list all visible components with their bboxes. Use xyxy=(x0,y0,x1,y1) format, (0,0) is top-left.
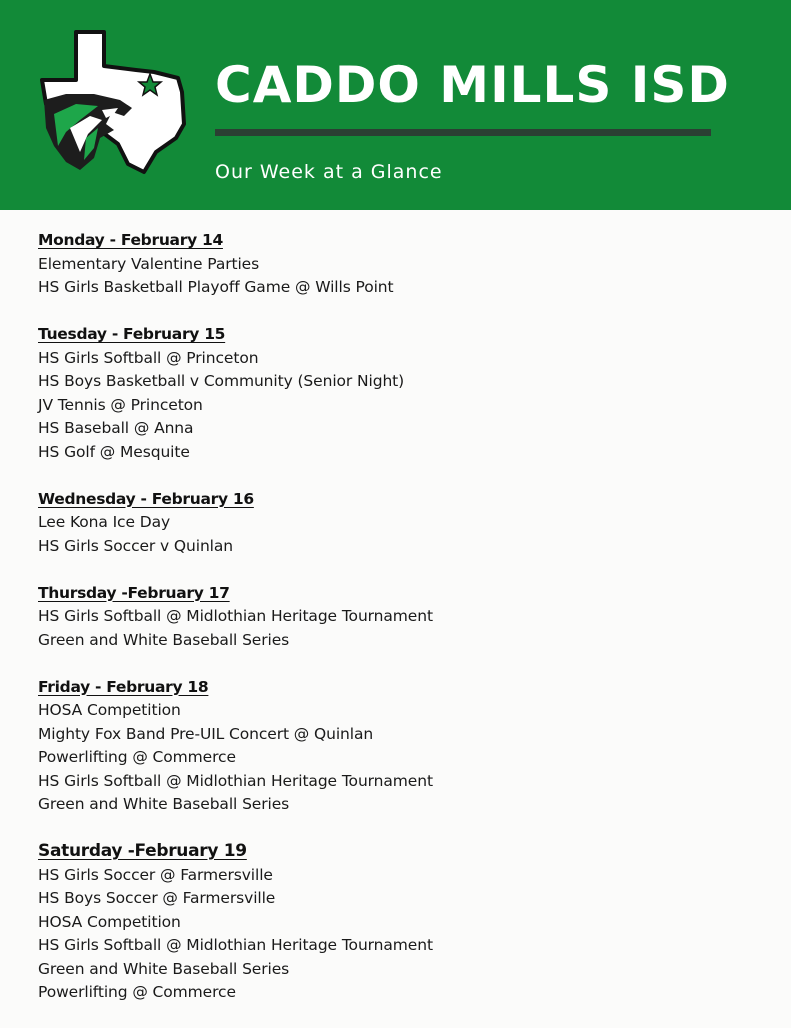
texas-fox-logo-icon xyxy=(36,28,186,178)
event-item: Lee Kona Ice Day xyxy=(38,513,171,531)
event-item: HS Girls Basketball Playoff Game @ Wills Point xyxy=(38,278,394,296)
event-item: Mighty Fox Band Pre-UIL Concert @ Quinlan xyxy=(38,724,374,743)
event-item: Green and White Baseball Series xyxy=(38,959,290,978)
day-heading: Tuesday - February 15 xyxy=(38,325,226,343)
event-item: Green and White Baseball Series xyxy=(38,630,290,649)
day-heading: Wednesday - February 16 xyxy=(38,489,254,508)
event-item: Powerlifting @ Commerce xyxy=(38,748,236,766)
title-divider xyxy=(215,129,711,136)
day-heading: Friday - February 18 xyxy=(38,677,209,696)
day-section xyxy=(38,488,758,559)
event-item: HS Girls Softball @ Midlothian Heritage Tournament xyxy=(38,936,433,954)
page-subtitle: Our Week at a Glance xyxy=(215,161,443,183)
event-item: HS Girls Softball @ Midlothian Heritage Tournament xyxy=(38,771,433,790)
event-item: HOSA Competition xyxy=(38,912,181,931)
event-item: Powerlifting @ Commerce xyxy=(38,983,236,1001)
event-item: HS Girls Softball @ Midlothian Heritage Tournament xyxy=(38,607,433,625)
day-section xyxy=(38,229,758,300)
event-item: HOSA Competition xyxy=(38,701,181,719)
day-section xyxy=(38,676,758,817)
event-item: HS Golf @ Mesquite xyxy=(38,442,190,461)
day-section xyxy=(38,582,758,653)
event-item: Green and White Baseball Series xyxy=(38,795,290,813)
event-item: HS Boys Basketball v Community (Senior Night) xyxy=(38,372,405,390)
event-item: JV Tennis @ Princeton xyxy=(38,395,203,414)
event-item: HS Girls Softball @ Princeton xyxy=(38,348,259,367)
event-item: HS Girls Soccer @ Farmersville xyxy=(38,865,273,884)
day-heading: Saturday -February 19 xyxy=(38,841,247,861)
header-banner xyxy=(0,0,791,210)
event-item: HS Baseball @ Anna xyxy=(38,419,194,437)
page-title: CADDO MILLS ISD xyxy=(215,56,730,114)
day-heading: Thursday -February 17 xyxy=(38,583,230,602)
day-section xyxy=(38,840,758,1005)
event-item: HS Girls Soccer v Quinlan xyxy=(38,536,234,555)
day-heading: Monday - February 14 xyxy=(38,231,223,249)
event-item: Elementary Valentine Parties xyxy=(38,254,260,273)
day-section xyxy=(38,323,758,464)
schedule-list xyxy=(38,229,758,1028)
event-item: HS Boys Soccer @ Farmersville xyxy=(38,889,276,907)
